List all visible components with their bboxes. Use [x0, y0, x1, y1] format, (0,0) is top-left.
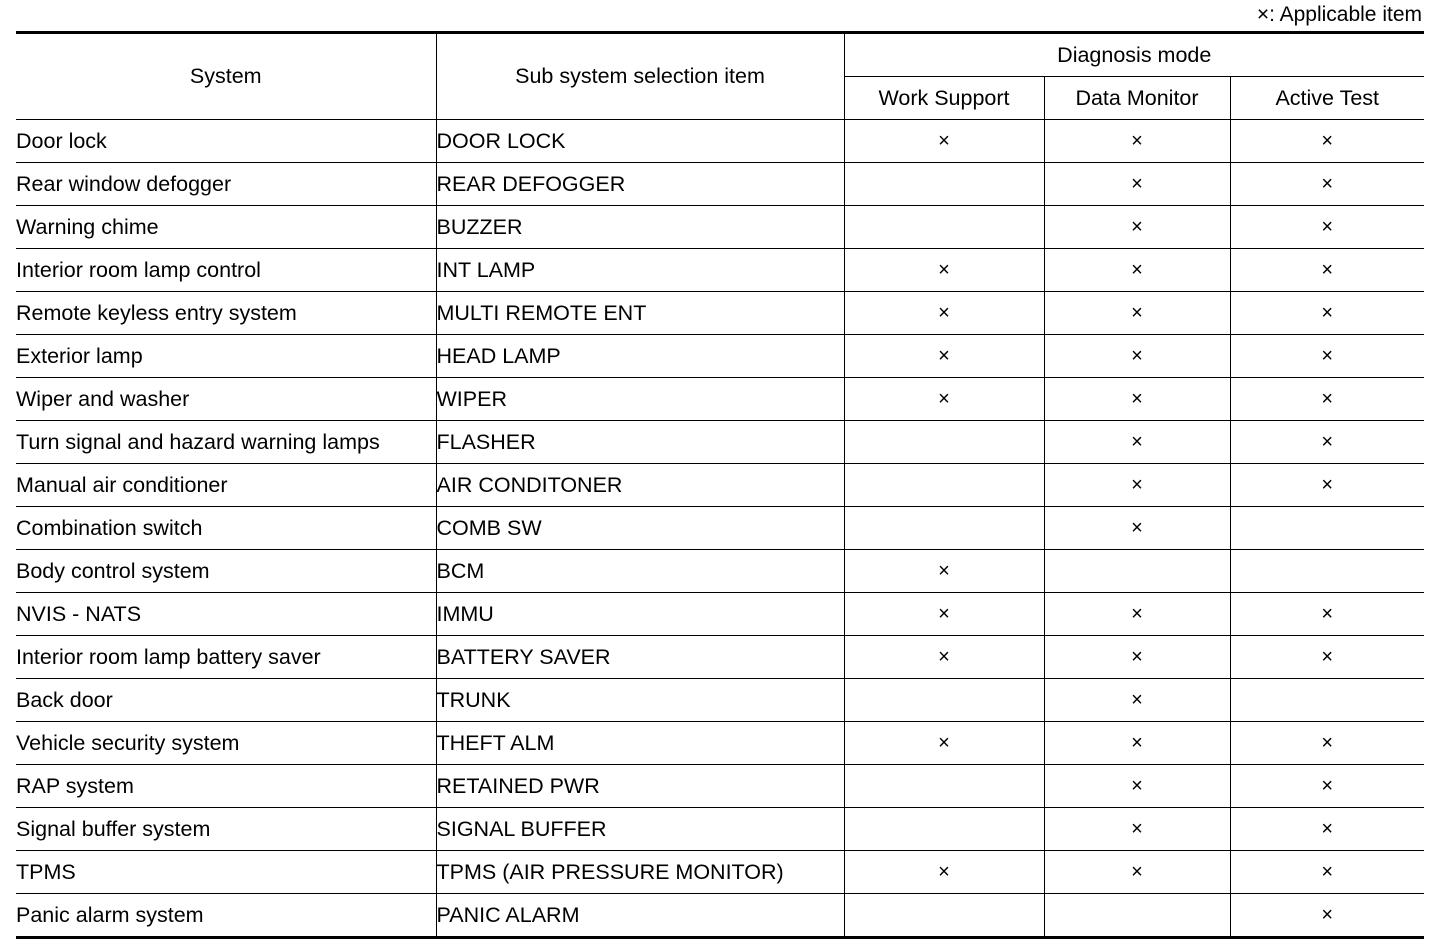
- table-row: [16, 722, 1424, 765]
- active-test-cell: ×: [1230, 894, 1424, 938]
- sub-system-cell: HEAD LAMP: [436, 335, 844, 378]
- active-test-cell: ×: [1230, 808, 1424, 851]
- active-test-cell: ×: [1230, 722, 1424, 765]
- header-active-test: Active Test: [1230, 77, 1424, 120]
- diagnosis-mode-table: [16, 31, 1424, 939]
- system-cell: TPMS: [16, 851, 436, 894]
- data-monitor-cell: ×: [1044, 722, 1230, 765]
- system-cell: Vehicle security system: [16, 722, 436, 765]
- work-support-cell: ×: [844, 378, 1044, 421]
- work-support-cell: [844, 894, 1044, 938]
- header-system: System: [16, 33, 436, 120]
- active-test-cell: [1230, 550, 1424, 593]
- system-cell: Wiper and washer: [16, 378, 436, 421]
- applicable-item-legend: ×: Applicable item: [1256, 3, 1422, 26]
- sub-system-cell: TRUNK: [436, 679, 844, 722]
- table-row: [16, 765, 1424, 808]
- data-monitor-cell: [1044, 550, 1230, 593]
- table-row: [16, 292, 1424, 335]
- sub-system-cell: RETAINED PWR: [436, 765, 844, 808]
- system-cell: Warning chime: [16, 206, 436, 249]
- sub-system-cell: TPMS (AIR PRESSURE MONITOR): [436, 851, 844, 894]
- work-support-cell: ×: [844, 292, 1044, 335]
- data-monitor-cell: ×: [1044, 249, 1230, 292]
- work-support-cell: ×: [844, 249, 1044, 292]
- sub-system-cell: COMB SW: [436, 507, 844, 550]
- data-monitor-cell: ×: [1044, 808, 1230, 851]
- work-support-cell: ×: [844, 722, 1044, 765]
- work-support-cell: ×: [844, 550, 1044, 593]
- active-test-cell: ×: [1230, 593, 1424, 636]
- work-support-cell: ×: [844, 593, 1044, 636]
- table-row: [16, 249, 1424, 292]
- system-cell: Back door: [16, 679, 436, 722]
- system-cell: Body control system: [16, 550, 436, 593]
- system-cell: Combination switch: [16, 507, 436, 550]
- work-support-cell: ×: [844, 120, 1044, 163]
- header-diagnosis-mode: Diagnosis mode: [844, 33, 1424, 77]
- data-monitor-cell: ×: [1044, 507, 1230, 550]
- work-support-cell: [844, 464, 1044, 507]
- active-test-cell: ×: [1230, 851, 1424, 894]
- active-test-cell: [1230, 507, 1424, 550]
- work-support-cell: [844, 808, 1044, 851]
- sub-system-cell: BATTERY SAVER: [436, 636, 844, 679]
- sub-system-cell: IMMU: [436, 593, 844, 636]
- active-test-cell: ×: [1230, 163, 1424, 206]
- header-work-support: Work Support: [844, 77, 1044, 120]
- data-monitor-cell: ×: [1044, 593, 1230, 636]
- table-row: [16, 507, 1424, 550]
- sub-system-cell: MULTI REMOTE ENT: [436, 292, 844, 335]
- sub-system-cell: SIGNAL BUFFER: [436, 808, 844, 851]
- sub-system-cell: PANIC ALARM: [436, 894, 844, 938]
- system-cell: Remote keyless entry system: [16, 292, 436, 335]
- system-cell: Manual air conditioner: [16, 464, 436, 507]
- system-cell: Interior room lamp battery saver: [16, 636, 436, 679]
- table-body: [16, 120, 1424, 938]
- work-support-cell: [844, 765, 1044, 808]
- system-cell: Rear window defogger: [16, 163, 436, 206]
- work-support-cell: ×: [844, 851, 1044, 894]
- table-row: [16, 120, 1424, 163]
- sub-system-cell: REAR DEFOGGER: [436, 163, 844, 206]
- table-row: [16, 636, 1424, 679]
- sub-system-cell: AIR CONDITONER: [436, 464, 844, 507]
- header-data-monitor: Data Monitor: [1044, 77, 1230, 120]
- data-monitor-cell: ×: [1044, 292, 1230, 335]
- active-test-cell: ×: [1230, 464, 1424, 507]
- active-test-cell: ×: [1230, 249, 1424, 292]
- system-cell: Exterior lamp: [16, 335, 436, 378]
- data-monitor-cell: ×: [1044, 206, 1230, 249]
- table-row: [16, 808, 1424, 851]
- data-monitor-cell: ×: [1044, 851, 1230, 894]
- table-row: [16, 206, 1424, 249]
- sub-system-cell: INT LAMP: [436, 249, 844, 292]
- active-test-cell: ×: [1230, 421, 1424, 464]
- system-cell: Signal buffer system: [16, 808, 436, 851]
- work-support-cell: [844, 507, 1044, 550]
- work-support-cell: [844, 206, 1044, 249]
- data-monitor-cell: ×: [1044, 679, 1230, 722]
- table-row: [16, 464, 1424, 507]
- active-test-cell: ×: [1230, 636, 1424, 679]
- work-support-cell: [844, 421, 1044, 464]
- sub-system-cell: DOOR LOCK: [436, 120, 844, 163]
- table-row: [16, 550, 1424, 593]
- active-test-cell: ×: [1230, 120, 1424, 163]
- data-monitor-cell: ×: [1044, 163, 1230, 206]
- system-cell: NVIS - NATS: [16, 593, 436, 636]
- table-row: [16, 593, 1424, 636]
- data-monitor-cell: ×: [1044, 120, 1230, 163]
- active-test-cell: ×: [1230, 206, 1424, 249]
- work-support-cell: ×: [844, 636, 1044, 679]
- active-test-cell: ×: [1230, 378, 1424, 421]
- system-cell: Turn signal and hazard warning lamps: [16, 421, 436, 464]
- system-cell: RAP system: [16, 765, 436, 808]
- data-monitor-cell: ×: [1044, 378, 1230, 421]
- table-row: [16, 163, 1424, 206]
- table-row: [16, 421, 1424, 464]
- table-row: [16, 378, 1424, 421]
- work-support-cell: [844, 679, 1044, 722]
- data-monitor-cell: ×: [1044, 421, 1230, 464]
- active-test-cell: ×: [1230, 292, 1424, 335]
- data-monitor-cell: ×: [1044, 636, 1230, 679]
- data-monitor-cell: [1044, 894, 1230, 938]
- active-test-cell: [1230, 679, 1424, 722]
- sub-system-cell: BUZZER: [436, 206, 844, 249]
- system-cell: Panic alarm system: [16, 894, 436, 938]
- table-row: [16, 851, 1424, 894]
- sub-system-cell: WIPER: [436, 378, 844, 421]
- work-support-cell: ×: [844, 335, 1044, 378]
- table-row: [16, 335, 1424, 378]
- header-sub-system: Sub system selection item: [436, 33, 844, 120]
- table-row: [16, 894, 1424, 938]
- sub-system-cell: THEFT ALM: [436, 722, 844, 765]
- system-cell: Door lock: [16, 120, 436, 163]
- active-test-cell: ×: [1230, 765, 1424, 808]
- work-support-cell: [844, 163, 1044, 206]
- active-test-cell: ×: [1230, 335, 1424, 378]
- sub-system-cell: BCM: [436, 550, 844, 593]
- data-monitor-cell: ×: [1044, 464, 1230, 507]
- data-monitor-cell: ×: [1044, 765, 1230, 808]
- system-cell: Interior room lamp control: [16, 249, 436, 292]
- table-row: [16, 679, 1424, 722]
- data-monitor-cell: ×: [1044, 335, 1230, 378]
- sub-system-cell: FLASHER: [436, 421, 844, 464]
